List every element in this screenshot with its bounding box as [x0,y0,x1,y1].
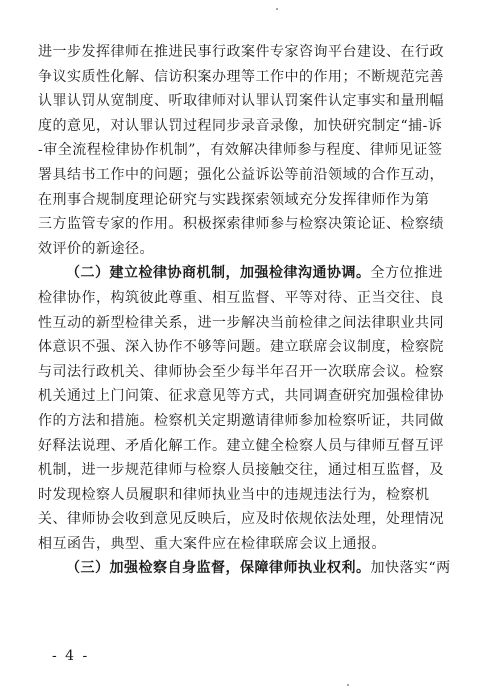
paragraph-2-line: 时发现检察人员履职和律师执业当中的违规违法行为，检察机 [38,486,430,503]
paragraph-2-first-line-rest: 全方位推进 [370,265,443,282]
paragraph-1-line: -审全流程检律协作机制”，有效解决律师参与程度、律师见证签 [38,142,443,159]
paragraph-2-line: 检律协作，构筑彼此尊重、相互监督、平等对待、正当交往、良 [38,289,444,306]
page-number: - 4 - [52,648,90,664]
paragraph-1-line: 度的意见，对认罪认罚过程同步录音录像，加快研究制定“捕-诉 [38,117,443,134]
paragraph-3-first-line [38,556,454,581]
section-heading-3: （三）加强检察自身监督，保障律师执业权利。 [66,560,371,577]
section-heading-2: （二）建立检律协商机制，加强检律沟通协调。 [66,265,371,282]
document-body [38,40,454,581]
paragraph-2-line: 性互动的新型检律关系，进一步解决当前检律之间法律职业共同 [38,314,444,331]
paragraph-2-line: 机关通过上门问策、征求意见等方式，共同调查研究加强检律协 [38,388,444,405]
paragraph-2-line: 相互函告，典型、重大案件应在检律联席会议上通报。 [38,535,386,552]
scan-speck [347,684,349,686]
paragraph-1-line: 效评价的新途径。 [38,240,154,257]
paragraph-2-line: 与司法行政机关、律师协会至少每半年召开一次联席会议。检察 [38,363,444,380]
paragraph-2-line: 机制，进一步规范律师与检察人员接触交往，通过相互监督，及 [38,462,444,479]
paragraph-1-line: 三方监管专家的作用。积极探索律师参与检察决策论证、检察绩 [38,216,444,233]
paragraph-1-line: 争议实质性化解、信访积案办理等工作中的作用；不断规范完善 [38,68,444,85]
paragraph-2-first-line [38,261,454,286]
paragraph-2-line: 作的方法和措施。检察机关定期邀请律师参加检察听证，共同做 [38,412,444,429]
paragraph-1-line: 署具结书工作中的问题；强化公益诉讼等前沿领域的合作互动， [38,166,444,183]
paragraph-1-line: 进一步发挥律师在推进民事行政案件专家咨询平台建设、在行政 [38,44,444,60]
paragraph-2-line: 关、律师协会收到意见反映后，应及时依规依法处理，处理情况 [38,511,444,528]
paragraph-1-line: 认罪认罚从宽制度、听取律师对认罪认罚案件认定事实和量刑幅 [38,93,444,110]
paragraph-2-line: 好释法说理、矛盾化解工作。建立健全检察人员与律师互督互评 [38,437,444,454]
scan-speck [276,8,278,10]
paragraph-2-line: 体意识不强、深入协作不够等问题。建立联席会议制度，检察院 [38,339,444,356]
paragraph-3-first-line-rest: 加快落实“两 [370,560,451,577]
paragraph-1-line: 在刑事合规制度理论研究与实践探索领域充分发挥律师作为第 [38,191,430,208]
